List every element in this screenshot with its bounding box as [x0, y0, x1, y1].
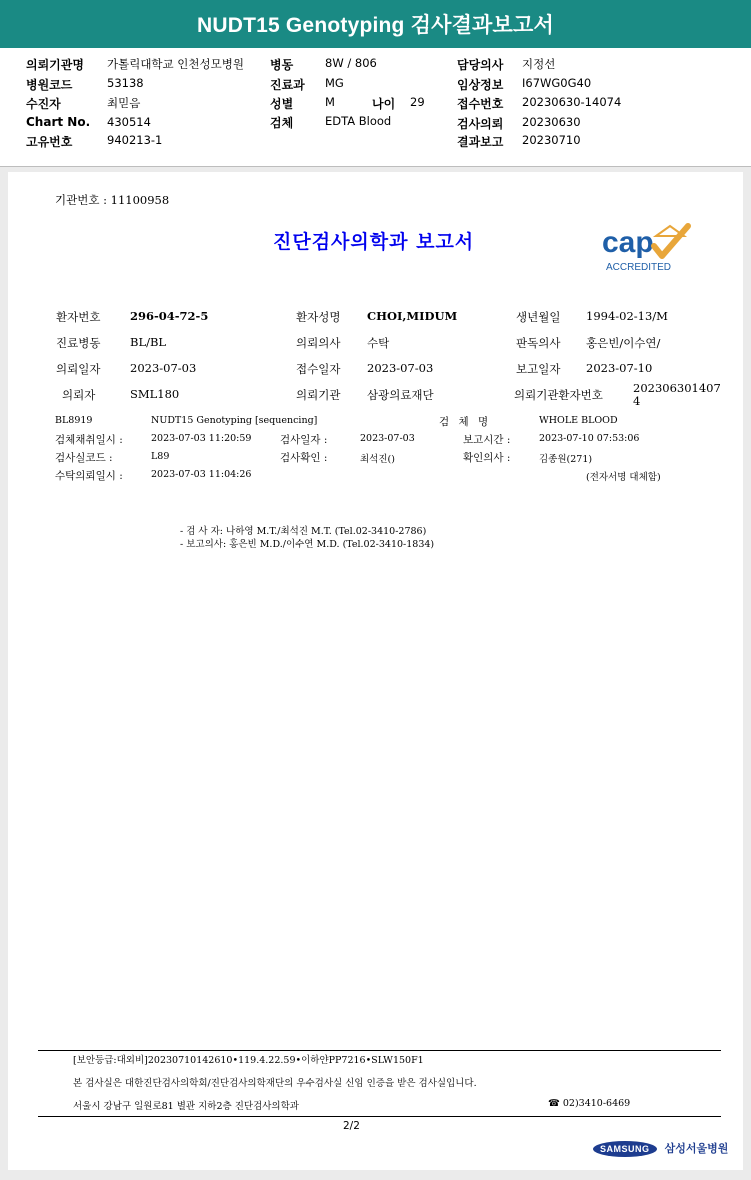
- doctor-label: 담당의사: [457, 58, 504, 72]
- doctor: 지정선: [522, 57, 556, 71]
- test-req: 20230630: [522, 115, 581, 129]
- test-name: NUDT15 Genotyping [sequencing]: [151, 415, 318, 426]
- ward: 8W / 806: [325, 56, 377, 70]
- cap-accredited-text: ACCREDITED: [606, 262, 672, 273]
- doctor-label: 의뢰의사: [296, 336, 341, 350]
- ward-label: 병동: [270, 58, 294, 72]
- req-pid-line2: 4: [633, 394, 641, 408]
- sex: M: [325, 95, 335, 109]
- unique-no: 940213-1: [107, 133, 163, 147]
- header-info: [0, 48, 751, 167]
- pid-label: 환자번호: [56, 310, 101, 324]
- reader: 홍은빈/이수연/: [586, 336, 661, 350]
- examinee: 최믿음: [107, 96, 141, 110]
- cap-text: cap: [602, 226, 654, 259]
- collect-label: 검체채취일시 :: [55, 434, 123, 446]
- tester-line: - 검 사 자: 나하영 M.T./최석진 M.T. (Tel.02-3410-2786): [180, 526, 427, 537]
- test-code: BL8919: [55, 415, 93, 426]
- dept: MG: [325, 76, 344, 90]
- test-date: 2023-07-03: [360, 433, 415, 444]
- footer-divider-top: [38, 1050, 721, 1051]
- confirm-label: 확인의사 :: [463, 452, 511, 464]
- footer-divider-bottom: [38, 1116, 721, 1117]
- req-date: 2023-07-03: [130, 361, 197, 375]
- sex-label: 성별: [270, 97, 294, 111]
- chart-no-label: Chart No.: [26, 115, 91, 129]
- recv-date-label: 접수일자: [296, 362, 341, 376]
- result: 20230710: [522, 133, 581, 147]
- age-label: 나이: [372, 97, 396, 111]
- report-date-label: 보고일자: [516, 362, 561, 376]
- test-req-label: 검사의뢰: [457, 117, 504, 131]
- specimen-label: 검체: [270, 116, 294, 130]
- examinee-label: 수진자: [26, 97, 61, 111]
- specimen: EDTA Blood: [325, 114, 392, 128]
- report-time: 2023-07-10 07:53:06: [539, 433, 640, 444]
- dob-label: 생년월일: [516, 310, 561, 324]
- security-line: [보안등급:대외비]20230710142610•119.4.22.59•이하얀PP7216•SLW150F1: [73, 1055, 424, 1066]
- samsung-logo: [593, 1137, 728, 1157]
- report-page: [8, 172, 743, 1170]
- test-date-label: 검사일자 :: [280, 434, 328, 446]
- req-hospital-label: 의뢰기관명: [26, 58, 84, 72]
- pid: 296-04-72-5: [130, 309, 209, 323]
- page-number: 2/2: [343, 1120, 360, 1132]
- result-label: 결과보고: [457, 135, 504, 149]
- lab-code: L89: [151, 451, 170, 462]
- recv-date: 2023-07-03: [367, 361, 434, 375]
- confirm: 김종원(271): [539, 454, 593, 465]
- hosp-code-label: 병원코드: [26, 78, 73, 92]
- receipt: 20230630-14074: [522, 95, 622, 109]
- report-date: 2023-07-10: [586, 361, 653, 375]
- clinical: I67WG0G40: [522, 76, 592, 90]
- req-hospital: 가톨릭대학교 인천성모병원: [107, 57, 244, 71]
- hospital-name: 삼성서울병원: [664, 1142, 729, 1155]
- collect: 2023-07-03 11:20:59: [151, 433, 252, 444]
- ward-label: 진료병동: [56, 336, 101, 350]
- receipt-label: 접수번호: [457, 97, 504, 111]
- outsource: 2023-07-03 11:04:26: [151, 469, 252, 480]
- test-specimen: WHOLE BLOOD: [539, 415, 618, 426]
- verify: 최석진(): [360, 454, 395, 465]
- doctor: 수탁: [367, 336, 390, 350]
- ward: BL/BL: [130, 335, 167, 349]
- phone-line: ☎ 02)3410-6469: [548, 1098, 631, 1109]
- report-title: NUDT15 Genotyping 검사결과보고서: [196, 14, 554, 37]
- req-inst: 삼광의료재단: [367, 388, 434, 402]
- req-inst-label: 의뢰기관: [296, 388, 341, 402]
- dept-label: 진료과: [270, 78, 305, 92]
- report-heading: 진단검사의학과 보고서: [273, 231, 475, 253]
- req-pid-line1: 202306301407: [633, 381, 721, 395]
- verify-label: 검사확인 :: [280, 452, 328, 464]
- cap-logo: [596, 218, 710, 278]
- req-date-label: 의뢰일자: [56, 362, 101, 376]
- cert-line: 본 검사실은 대한진단검사의학회/진단검사의학재단의 우수검사실 신임 인증을 받은 검사실입니다.: [73, 1078, 477, 1089]
- chart-no: 430514: [107, 115, 151, 129]
- test-specimen-label: 검 체 명: [439, 416, 492, 428]
- outsource-label: 수탁의뢰일시 :: [55, 470, 123, 482]
- address-line: 서울시 강남구 일원로81 별관 지하2층 진단검사의학과: [73, 1101, 299, 1112]
- req-pid-label: 의뢰기관환자번호: [514, 388, 603, 402]
- cap-accredited-icon: [596, 218, 710, 278]
- reader-label: 판독의사: [516, 336, 561, 350]
- unique-no-label: 고유번호: [26, 135, 73, 149]
- clinical-label: 임상정보: [457, 78, 504, 92]
- samsung-ellipse: SAMSUNG: [593, 1141, 657, 1157]
- name-label: 환자성명: [296, 310, 341, 324]
- hosp-code: 53138: [107, 76, 144, 90]
- reporter-line: - 보고의사: 홍은빈 M.D./이수연 M.D. (Tel.02-3410-1834): [180, 539, 435, 550]
- age: 29: [410, 95, 425, 109]
- report-title-banner: [0, 0, 751, 48]
- report-time-label: 보고시간 :: [463, 434, 511, 446]
- name: CHOI,MIDUM: [367, 309, 458, 323]
- requester: SML180: [130, 387, 180, 401]
- institution-no: 기관번호 : 11100958: [55, 193, 170, 207]
- requester-label: 의뢰자: [62, 388, 96, 402]
- esign-note: (전자서명 대체함): [586, 472, 661, 483]
- lab-code-label: 검사실코드 :: [55, 452, 113, 464]
- dob: 1994-02-13/M: [586, 309, 668, 323]
